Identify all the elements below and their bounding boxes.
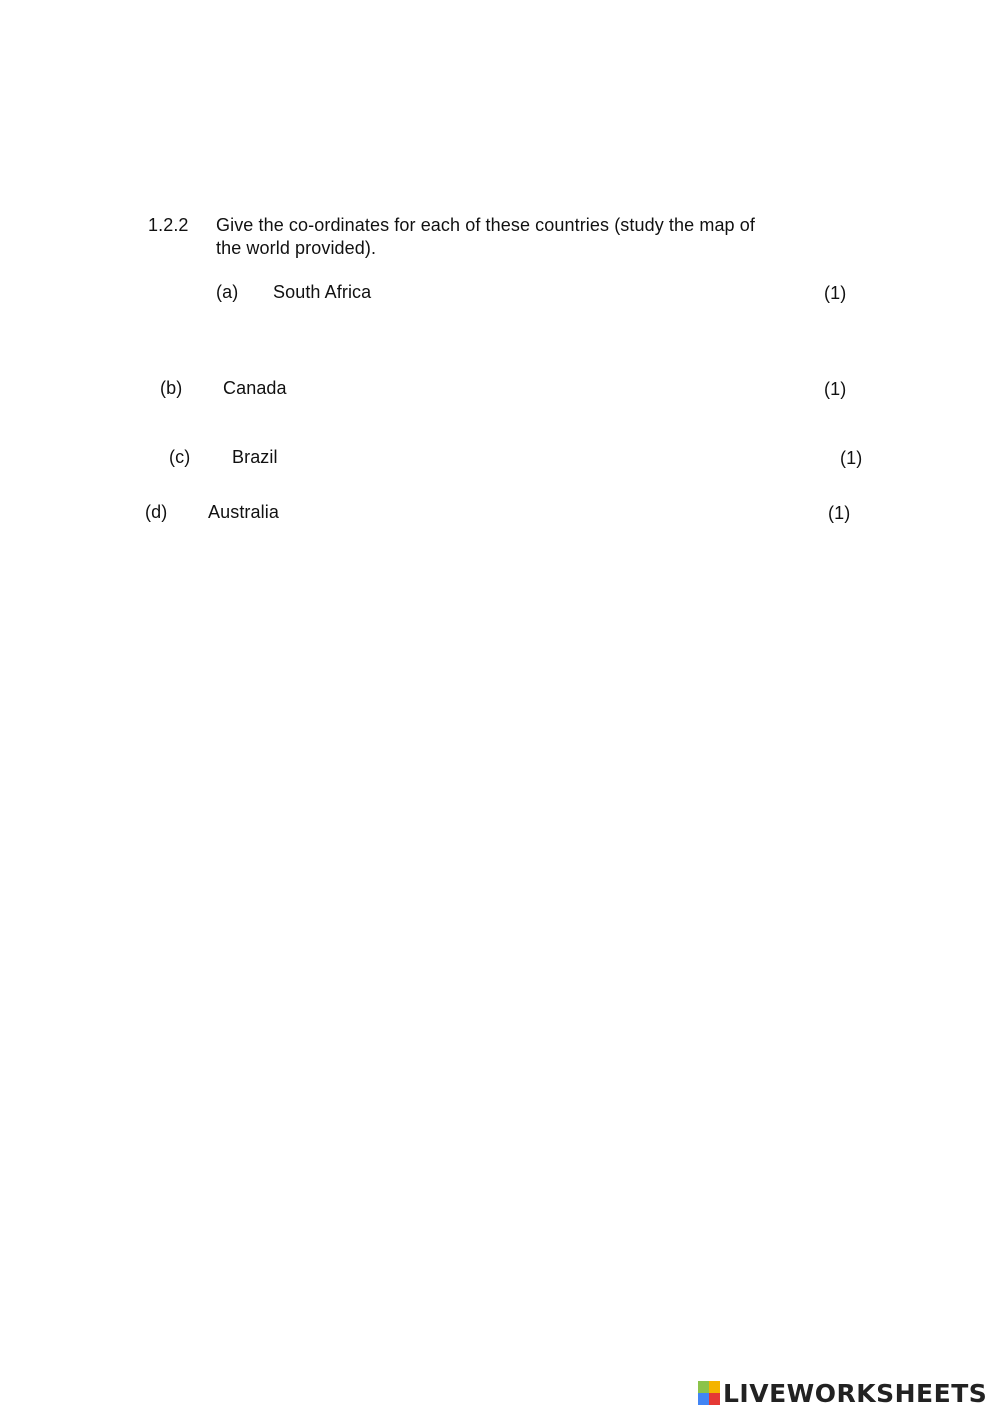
- logo-text: LIVEWORKSHEETS: [723, 1378, 988, 1408]
- logo-square-1: [698, 1381, 709, 1393]
- item-c-marks: (1): [840, 448, 863, 468]
- question-text-line-2: the world provided).: [216, 238, 377, 258]
- logo-square-4: [709, 1393, 720, 1405]
- item-d-label: (d): [145, 502, 168, 522]
- item-d-country: Australia: [208, 502, 279, 522]
- item-c-label: (c): [169, 447, 191, 467]
- liveworksheets-logo[interactable]: [698, 1378, 987, 1408]
- logo-square-2: [709, 1381, 720, 1393]
- item-b-label: (b): [160, 378, 183, 398]
- item-b-marks: (1): [824, 379, 847, 399]
- item-a-marks: (1): [824, 283, 847, 303]
- logo-square-3: [698, 1393, 709, 1405]
- item-d-marks: (1): [828, 503, 851, 523]
- question-text-line-1: Give the co-ordinates for each of these countries (study the map of: [216, 215, 755, 235]
- item-c-country: Brazil: [232, 447, 278, 467]
- liveworksheets-logo-icon: [698, 1381, 720, 1405]
- question-number: 1.2.2: [148, 215, 189, 235]
- item-a-country: South Africa: [273, 282, 372, 302]
- item-a-label: (a): [216, 282, 239, 302]
- item-b-country: Canada: [223, 378, 287, 398]
